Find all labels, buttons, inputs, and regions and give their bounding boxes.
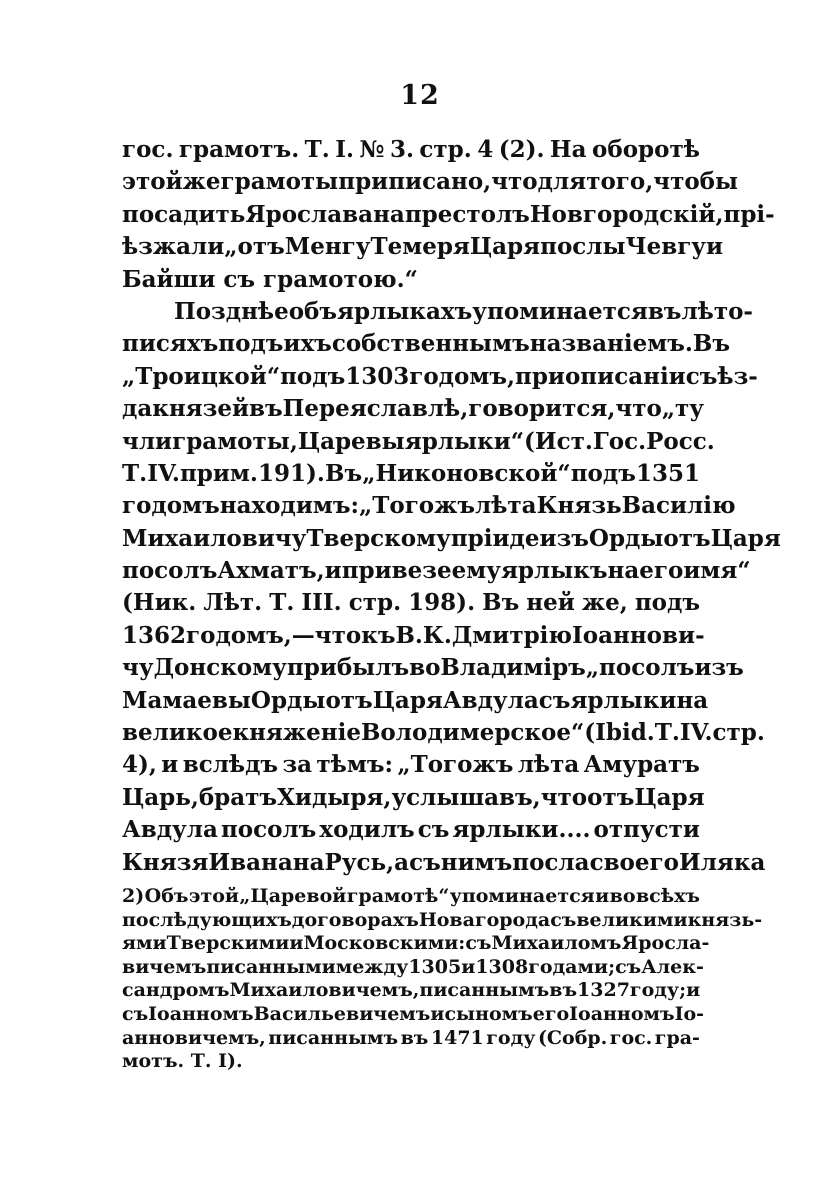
word: объ [288, 297, 338, 325]
text-line [122, 231, 724, 263]
word: братъ [198, 783, 278, 811]
word: что [491, 168, 538, 196]
word: IV. [679, 719, 713, 747]
text-line [122, 361, 758, 393]
word: говорится, [468, 395, 616, 423]
word: съ [615, 955, 642, 978]
word: и [686, 979, 701, 1002]
word: К. [422, 621, 452, 649]
word: съ [409, 848, 441, 876]
word: названіемъ. [529, 330, 693, 358]
word: ихъ [283, 330, 332, 358]
word: 1327 [577, 979, 630, 1002]
footnote [122, 885, 763, 1074]
word: подъ [280, 362, 346, 390]
word: въ [400, 1026, 429, 1049]
word: въ [647, 297, 682, 325]
word: Яросла- [621, 932, 710, 955]
word: Объ [144, 885, 189, 907]
word: Владиміръ [440, 654, 586, 682]
word: вслѣдъ [182, 751, 279, 779]
word: въ [249, 395, 283, 423]
word: годами; [528, 955, 616, 978]
word: Иляка [678, 848, 766, 876]
word: Царя [469, 233, 541, 261]
word: (2). [498, 136, 545, 163]
text-line [122, 749, 700, 781]
word: Амуратъ [583, 751, 700, 779]
word: Василію [621, 492, 736, 520]
word: княженіе [232, 719, 361, 747]
word: Царя [710, 524, 781, 552]
text-line [122, 490, 736, 522]
word: Михаиловичу [122, 524, 307, 552]
word: чли [122, 427, 173, 455]
word: Темеря [370, 233, 470, 261]
word: Въ [692, 330, 730, 358]
word: Донскому [153, 654, 287, 682]
word: изъ [694, 654, 744, 682]
word: чу [122, 654, 154, 682]
text-line-content: Байши съ грамотою.“ [122, 265, 418, 293]
word: и [324, 557, 342, 585]
word: посолъ [220, 816, 317, 844]
word: этой [188, 885, 239, 907]
word: приписано, [338, 168, 492, 196]
word: — [291, 621, 315, 649]
word: Лѣт. [203, 589, 263, 617]
word: съ [538, 686, 571, 714]
word: Т. [122, 459, 148, 487]
word: грамоты [220, 168, 339, 196]
word: Авдула [122, 816, 218, 844]
text-line [122, 717, 765, 749]
word: 1362 [122, 621, 187, 649]
word: Московскими: [303, 932, 466, 955]
footnote-line [122, 955, 704, 980]
word: къ [361, 621, 396, 649]
word: оборотѣ [592, 136, 700, 163]
word: что [615, 395, 662, 423]
word: I. [335, 136, 355, 163]
word: Іоанномъ [148, 1002, 254, 1025]
word: подъ [218, 330, 284, 358]
word: великое [122, 719, 233, 747]
word: „Тогожъ [397, 751, 514, 779]
word: годомъ [122, 492, 220, 520]
word: Царя [372, 686, 443, 714]
word: Іо- [674, 1002, 705, 1025]
word: Переяславлѣ, [282, 395, 469, 423]
main-text [122, 134, 781, 879]
word: прибылъ [286, 654, 410, 682]
word: Въ [482, 589, 520, 617]
word: Алек- [641, 955, 704, 978]
word: князь- [687, 908, 763, 931]
word: Т. [269, 589, 295, 617]
word: изъ [539, 524, 589, 552]
text-line [122, 555, 751, 587]
word: Іоанномъ [569, 1002, 675, 1025]
word: грамотѣ“ [346, 885, 450, 907]
word: IV. [147, 459, 180, 487]
text-line [122, 782, 705, 814]
word: упоминается [449, 885, 595, 907]
word: престолъ [404, 200, 530, 228]
word: услышавъ, [391, 783, 541, 811]
word: и [289, 932, 304, 955]
word: и [461, 955, 476, 978]
word: (Собр. [537, 1026, 608, 1049]
word: съ [465, 932, 492, 955]
text-line [122, 328, 730, 360]
word: собственнымъ [331, 330, 530, 358]
word: Новгородскій, [529, 200, 724, 228]
text-line [122, 134, 700, 166]
word: Ярослава [245, 200, 374, 228]
word: „Никоновской“ [362, 459, 571, 487]
word: „отъ [224, 233, 285, 261]
word: Въ [325, 459, 363, 487]
word: (Ист. [523, 427, 593, 455]
word: Хидыря, [277, 783, 392, 811]
word: Ивана [208, 848, 293, 876]
word: и [706, 233, 724, 261]
word: же [182, 168, 221, 196]
word: ѣзжали [122, 233, 225, 261]
word: Царь, [122, 783, 199, 811]
word: лѣта [517, 751, 580, 779]
text-line [122, 426, 715, 458]
word: ярлыкахъ [337, 297, 473, 325]
word: стр. [419, 136, 472, 163]
word: Царя [634, 783, 705, 811]
word: Ахматъ, [217, 557, 325, 585]
word: году [486, 1026, 536, 1049]
word: на [676, 686, 709, 714]
word: при [514, 362, 565, 390]
word: имя“ [683, 557, 751, 585]
word: Т. [654, 719, 680, 747]
word: 1308 [475, 955, 529, 978]
word: Володимерское“ [360, 719, 585, 747]
word: да [122, 395, 153, 423]
word: между [335, 955, 409, 978]
footnote-line [122, 1027, 700, 1051]
word: ходилъ [319, 816, 415, 844]
word: всѣхъ [635, 885, 700, 907]
word: Т. [304, 136, 330, 163]
word: Іоаннови- [572, 621, 705, 649]
word: во [609, 885, 636, 907]
word: Позднѣе [174, 297, 289, 325]
word: его [639, 557, 684, 585]
word: писаннымъ [268, 1026, 399, 1049]
word: своего [589, 848, 679, 876]
word: Князя [122, 848, 209, 876]
word: Дмитрію [451, 621, 573, 649]
word: годомъ, [409, 362, 515, 390]
footnote-line-content: мотъ. Т. I). [122, 1050, 243, 1073]
word: посолъ [122, 557, 218, 585]
word: на [373, 200, 405, 228]
word: а [394, 848, 410, 876]
word: Тверскими [166, 932, 290, 955]
word: ярлыкъ [500, 557, 608, 585]
word: и [161, 751, 179, 779]
text-line [122, 652, 744, 684]
word: Авдула [442, 686, 539, 714]
word: гос. [609, 1026, 653, 1049]
word: и [430, 1002, 445, 1025]
word: отъ [663, 524, 711, 552]
word: его [532, 1002, 570, 1025]
word: отъ [587, 783, 635, 811]
word: описаніи [564, 362, 686, 390]
word: и [595, 885, 610, 907]
word: В. [395, 621, 423, 649]
word: князей [152, 395, 250, 423]
word: вичемъ [122, 955, 207, 978]
word: Гос. [592, 427, 647, 455]
word: „Тогожъ [359, 492, 476, 520]
word: послѣдующихъ [122, 908, 292, 931]
footnote-line [122, 885, 700, 909]
word: на [607, 557, 640, 585]
word: великими [576, 908, 688, 931]
word: гра- [654, 1026, 700, 1049]
word: за [282, 751, 313, 779]
word: 4 [477, 136, 494, 163]
word: Русь, [324, 848, 395, 876]
word: для [537, 168, 587, 196]
word: пріиде [450, 524, 540, 552]
word: „Царевой [239, 885, 347, 907]
word: Князь [536, 492, 622, 520]
word: грамотъ. [178, 136, 300, 163]
word: годомъ, [186, 621, 292, 649]
word: отпусти [593, 816, 700, 844]
word: Орды [250, 686, 326, 714]
word: ярлыки“ [404, 427, 524, 455]
footnote-line [122, 908, 763, 933]
footnote-line [122, 979, 700, 1003]
text-line [122, 393, 705, 425]
word: Орды [588, 524, 664, 552]
word: подъ [634, 589, 700, 617]
text-line [122, 523, 781, 555]
word: году; [629, 979, 687, 1002]
word: III. [301, 589, 342, 617]
word: съѣз- [685, 362, 758, 390]
word: въ [549, 979, 578, 1002]
word: Росс. [646, 427, 715, 455]
word: съ [417, 816, 450, 844]
word: ями [122, 932, 167, 955]
word: отъ [325, 686, 373, 714]
word: посла [512, 848, 590, 876]
text-line [122, 166, 739, 198]
word: лѣто- [681, 297, 753, 325]
word: 1303 [345, 362, 410, 390]
word: грамоты, [172, 427, 298, 455]
text-line [122, 264, 700, 296]
word: Новагорода [418, 908, 551, 931]
word: 1471 [430, 1026, 484, 1049]
word: Тверскому [306, 524, 451, 552]
word: Мамаевы [122, 686, 251, 714]
word: нимъ [440, 848, 513, 876]
page-number: 12 [400, 80, 440, 111]
text-line [122, 458, 700, 490]
word: что [540, 783, 588, 811]
word: договорахъ [291, 908, 419, 931]
word: Менгу [284, 233, 371, 261]
word: № [359, 136, 385, 163]
word: 1305 [408, 955, 462, 978]
word: „ту [661, 395, 705, 423]
word: тѣмъ: [316, 751, 393, 779]
word: съ [550, 908, 577, 931]
word: ней [526, 589, 575, 617]
word: 198). [408, 589, 476, 617]
word: ярлыки [570, 686, 677, 714]
word: 191). [258, 459, 325, 487]
footnote-line [122, 1002, 705, 1027]
word: анновичемъ, [122, 1026, 266, 1049]
word: во [409, 654, 441, 682]
footnote-line [122, 1050, 700, 1074]
word: 2) [122, 885, 145, 907]
word: упоминается [472, 297, 648, 325]
word: „посолъ [585, 654, 695, 682]
word: посадить [122, 200, 246, 228]
word: сыномъ [444, 1002, 533, 1025]
word: Чевгу [625, 233, 707, 261]
word: 1351 [635, 459, 700, 487]
word: (Ник. [122, 589, 197, 617]
text-line [122, 847, 766, 879]
word: находимъ: [219, 492, 360, 520]
word: писанными [206, 955, 336, 978]
text-line [122, 296, 753, 328]
word: Михаиловичемъ, [229, 979, 420, 1002]
word: 3. [389, 136, 414, 163]
word: же, [581, 589, 628, 617]
word: лѣта [475, 492, 537, 520]
word: того, [586, 168, 654, 196]
word: этой [122, 168, 183, 196]
word: писаннымъ [419, 979, 550, 1002]
word: (Ibid. [584, 719, 655, 747]
text-line [122, 620, 705, 652]
word: подъ [570, 459, 636, 487]
word: писяхъ [122, 330, 219, 358]
text-line [122, 685, 709, 717]
word: гос. [122, 136, 174, 163]
text-line [122, 199, 775, 231]
word: ему [451, 557, 501, 585]
word: съ [122, 1002, 149, 1025]
word: ярлыки.... [452, 816, 591, 844]
word: На [549, 136, 587, 163]
text-line [122, 814, 700, 846]
word: чтобы [653, 168, 739, 196]
word: стр. [348, 589, 402, 617]
word: на [292, 848, 325, 876]
word: 4), [122, 751, 157, 779]
word: Царевы [297, 427, 405, 455]
text-line [122, 587, 700, 619]
word: привезе [341, 557, 452, 585]
word: прим. [179, 459, 258, 487]
word: что [314, 621, 362, 649]
word: сандромъ [122, 979, 230, 1002]
footnote-line [122, 932, 710, 956]
word: „Троицкой“ [122, 362, 281, 390]
word: прі- [723, 200, 775, 228]
word: стр. [712, 719, 765, 747]
word: послы [540, 233, 626, 261]
word: Васильевичемъ [253, 1002, 431, 1025]
word: Михаиломъ [491, 932, 622, 955]
